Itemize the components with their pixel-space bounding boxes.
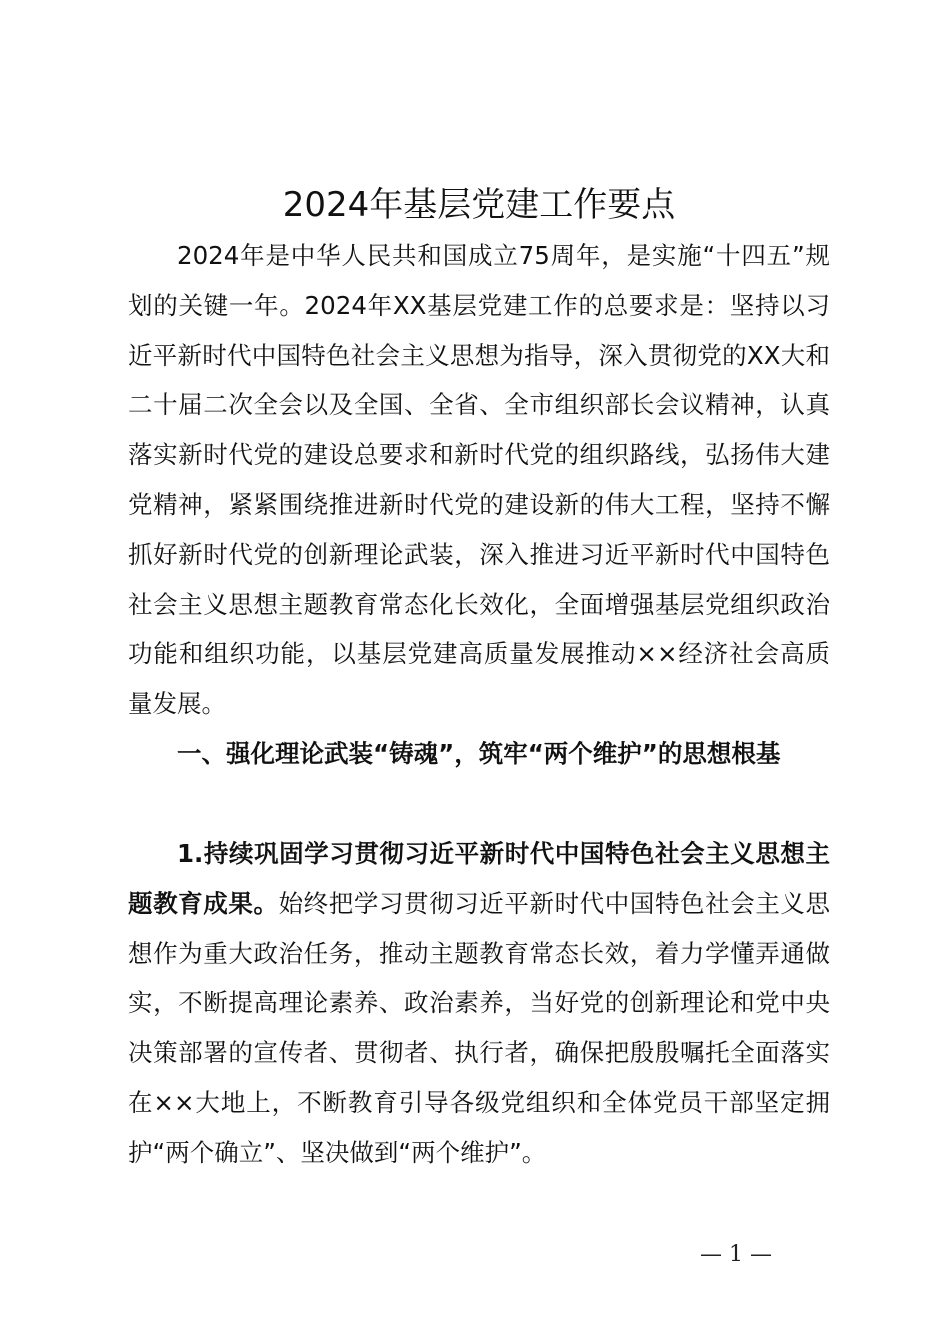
- item-1-body: 始终把学习贯彻习近平新时代中国特色社会主义思想作为重大政治任务，推动主题教育常态长效，着力学懂弄通做实，不断提高理论素养、政治素养，当好党的创新理论和党中央决策部署的宣传者、贯彻者、执行者，确保把殷殷嘱托全面落实在××大地上，不断教育引导各级党组织和全体党员干部坚定拥护“两个确立”、坚决做到“两个维护”。: [128, 888, 831, 1167]
- section-heading: 一、强化理论武装“铸魂”，筑牢“两个维护”的思想根基: [177, 739, 781, 768]
- document-title: 2024年基层党建工作要点: [282, 185, 676, 225]
- intro-paragraph: 2024年是中华人民共和国成立75周年，是实施“十四五”规划的关键一年。2024年XX基层党建工作的总要求是：坚持以习近平新时代中国特色社会主义思想为指导，深入贯彻党的XX大和二十届二次全会以及全国、全省、全市组织部长会议精神，认真落实新时代党的建设总要求和新时代党的组织路线，弘扬伟大建党精神，紧紧围绕推进新时代党的建设新的伟大工程，坚持不懈抓好新时代党的创新理论武装，深入推进习近平新时代中国特色社会主义思想主题教育常态化长效化，全面增强基层党组织政治功能和组织功能，以基层党建高质量发展推动××经济社会高质量发展。: [128, 241, 830, 719]
- item-1-paragraph: [128, 829, 830, 1178]
- page-number: — 1 —: [700, 1242, 772, 1267]
- item-1-lead: 1.持续巩固学习贯彻习近平新时代中国特色社会主义思想主题教育成果。: [128, 839, 830, 918]
